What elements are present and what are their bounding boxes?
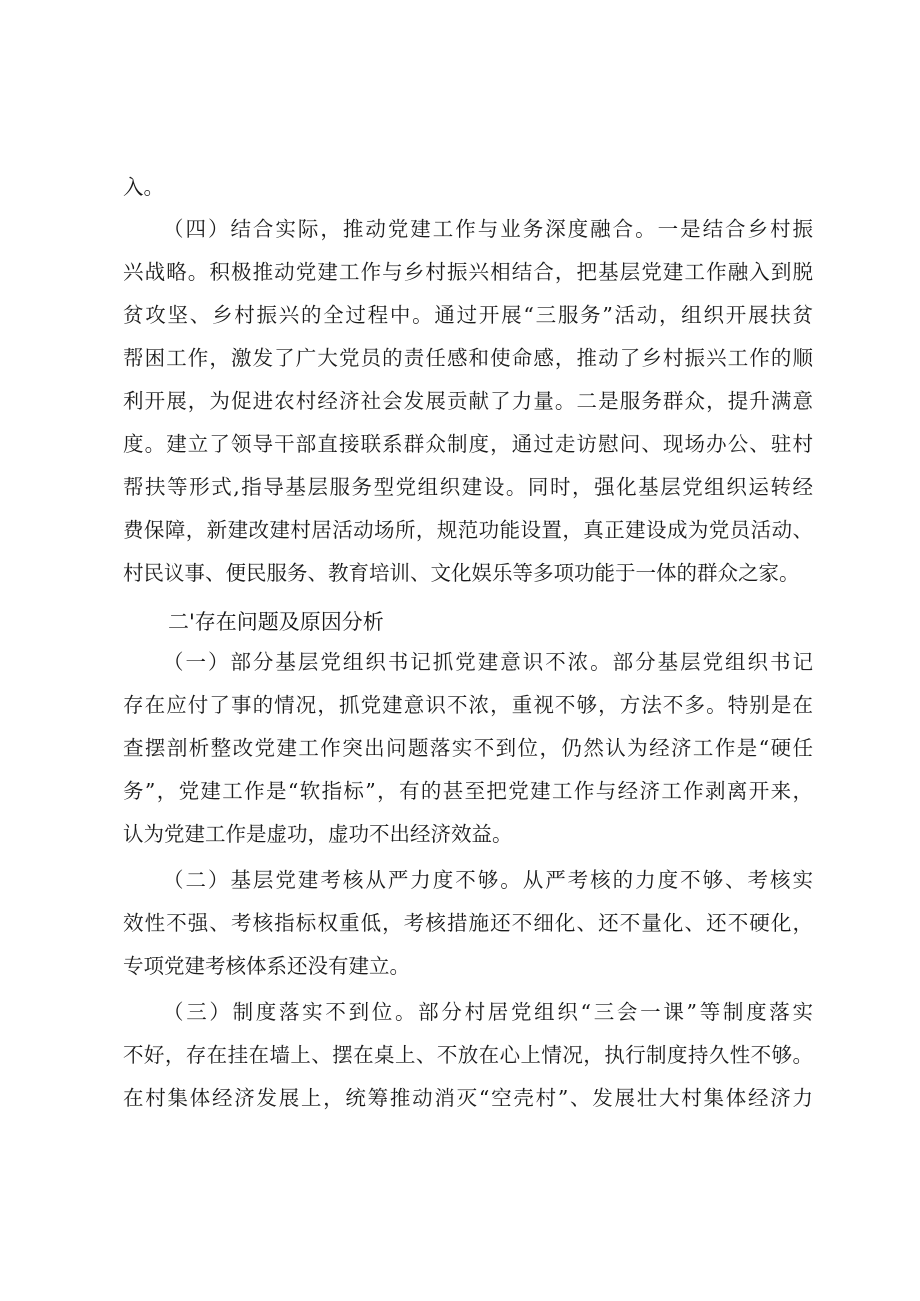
paragraph-line: 兴战略。积极推动党建工作与乡村振兴相结合，把基层党建工作融入到脱 — [123, 260, 813, 284]
paragraph-line: 存在应付了事的情况，抓党建意识不浓，重视不够，方法不多。特别是在 — [123, 693, 813, 717]
paragraph-line: （四）结合实际，推动党建工作与业务深度融合。一是结合乡村振 — [163, 217, 813, 241]
paragraph-line: 帮困工作，激发了广大党员的责任感和使命感，推动了乡村振兴工作的顺 — [123, 346, 813, 370]
paragraph-line: 认为党建工作是虚功，虚功不出经济效益。 — [123, 822, 513, 846]
paragraph-line: 度。建立了领导干部直接联系群众制度，通过走访慰问、现场办公、驻村 — [123, 432, 813, 456]
paragraph-line: 帮扶等形式,指导基层服务型党组织建设。同时，强化基层党组织运转经 — [123, 475, 813, 499]
paragraph-line: 费保障，新建改建村居活动场所，规范功能设置，真正建设成为党员活动、 — [123, 518, 813, 542]
paragraph-line: （一）部分基层党组织书记抓党建意识不浓。部分基层党组织书记 — [163, 650, 813, 674]
paragraph-line: 利开展，为促进农村经济社会发展贡献了力量。二是服务群众，提升满意 — [123, 389, 813, 413]
section-heading: 二'存在问题及原因分析 — [168, 610, 384, 634]
paragraph-line: 不好，存在挂在墙上、摆在桌上、不放在心上情况，执行制度持久性不够。 — [123, 1043, 813, 1067]
paragraph-line: （三）制度落实不到位。部分村居党组织“三会一课”等制度落实 — [163, 1000, 813, 1024]
paragraph-line: 村民议事、便民服务、教育培训、文化娱乐等多项功能于一体的群众之家。 — [123, 561, 800, 585]
paragraph-line: （二）基层党建考核从严力度不够。从严考核的力度不够、考核实 — [163, 868, 813, 892]
paragraph-line: 贫攻坚、乡村振兴的全过程中。通过开展“三服务”活动，组织开展扶贫 — [123, 303, 813, 327]
paragraph-line: 专项党建考核体系还没有建立。 — [123, 954, 410, 978]
paragraph-line: 入。 — [123, 175, 164, 199]
paragraph-line: 务”，党建工作是“软指标”，有的甚至把党建工作与经济工作剥离开来， — [123, 779, 813, 803]
paragraph-line: 查摆剖析整改党建工作突出问题落实不到位，仍然认为经济工作是“硬任 — [123, 736, 813, 760]
paragraph-line: 效性不强、考核指标权重低，考核措施还不细化、还不量化、还不硬化， — [123, 911, 813, 935]
paragraph-line: 在村集体经济发展上，统筹推动消灭“空壳村”、发展壮大村集体经济力 — [123, 1086, 813, 1110]
